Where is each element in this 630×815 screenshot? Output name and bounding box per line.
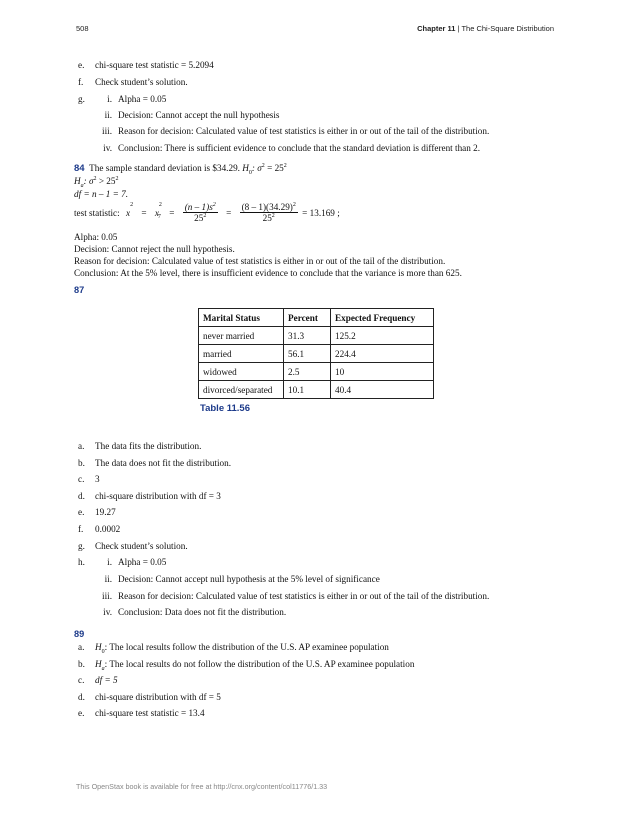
list-text: chi-square test statistic = 5.2094: [95, 60, 214, 70]
equals: =: [226, 207, 232, 218]
list-item: [78, 60, 214, 70]
list-item: [78, 441, 201, 451]
list-label: b.: [78, 458, 85, 468]
sub-label: i.: [107, 94, 112, 104]
list-text: The data fits the distribution.: [95, 441, 202, 451]
table-cell: 10.1: [284, 381, 331, 399]
sub-label: iv.: [103, 607, 112, 617]
sub-item: [94, 574, 380, 584]
decision-line: Decision: Cannot reject the null hypothesis.: [74, 244, 235, 254]
frac2-den-text: 25: [262, 213, 272, 224]
result: = 13.169 ;: [302, 207, 340, 218]
list-label: g.: [78, 94, 85, 104]
test-statistic-line: [74, 202, 340, 228]
list-label: c.: [78, 675, 85, 685]
list-label: d.: [78, 692, 85, 702]
alpha-line: Alpha: 0.05: [74, 232, 118, 242]
chi7-symbol: x: [154, 207, 159, 218]
frac1-num-text: (n – 1)s: [184, 202, 213, 213]
sub-label: iii.: [102, 591, 112, 601]
table-row: [199, 381, 434, 399]
conclusion-line: Conclusion: At the 5% level, there is insufficient evidence to conclude that the variance is more than 625.: [74, 268, 462, 278]
sup: 2: [261, 163, 265, 169]
column-header: Percent: [284, 309, 331, 327]
list-item: [78, 474, 100, 484]
equals: =: [141, 207, 147, 218]
ha-subscript: a: [80, 182, 84, 189]
q84-text: The sample standard deviation is $34.29.: [89, 163, 240, 174]
list-label: b.: [78, 659, 85, 669]
list-item: [78, 507, 116, 517]
list-label: a.: [78, 642, 85, 652]
list-label: f.: [78, 524, 84, 534]
h0-symbol: H: [242, 163, 249, 174]
sup: 2: [283, 163, 287, 169]
sup: 2: [93, 176, 97, 182]
table-cell: married: [199, 345, 284, 363]
sub-item: [94, 557, 166, 567]
chapter-number: Chapter 11: [417, 24, 456, 33]
list-text: : The local results follow the distribution of the U.S. AP examinee population: [104, 642, 389, 652]
frac2-den: [240, 213, 298, 223]
list-text: chi-square distribution with df = 3: [95, 491, 221, 501]
table-cell: 56.1: [284, 345, 331, 363]
table-cell: never married: [199, 327, 284, 345]
ts-label: test statistic:: [74, 207, 120, 218]
sub-item: [94, 607, 286, 617]
list-item: [78, 524, 120, 534]
question-number: 84: [74, 163, 85, 175]
sup: 2: [130, 202, 134, 208]
frac2-num-text: (8 – 1)(34.29): [241, 202, 293, 213]
ha-symbol: H: [74, 176, 81, 187]
sub-label: ii.: [104, 574, 112, 584]
list-text: The data does not fit the distribution.: [95, 458, 232, 468]
h-subscript: a: [101, 665, 105, 672]
marital-status-table: [198, 308, 434, 399]
table-cell: 224.4: [331, 345, 434, 363]
list-label: f.: [78, 77, 84, 87]
list-label: e.: [78, 708, 85, 718]
h-symbol: H: [95, 642, 102, 652]
frac2-num: [240, 202, 298, 213]
sub-label: i.: [107, 557, 112, 567]
list-text: Check student’s solution.: [95, 77, 188, 87]
q84-line1: [74, 163, 287, 176]
list-item: [78, 458, 231, 468]
h-subscript: 0: [101, 648, 105, 655]
reason-line: Reason for decision: Calculated value of test statistics is either in or out of the tail of the distribution.: [74, 256, 446, 266]
h-symbol: H: [95, 659, 102, 669]
table-cell: divorced/separated: [199, 381, 284, 399]
chi7-subscript: 7: [157, 213, 161, 220]
sub-item: [94, 143, 480, 153]
sup: 2: [158, 202, 162, 208]
table-cell: 2.5: [284, 363, 331, 381]
list-label: c.: [78, 474, 85, 484]
sub-item: [94, 94, 166, 104]
table-header-row: [199, 309, 434, 327]
list-item: [78, 642, 389, 655]
table-row: [199, 327, 434, 345]
list-item: [78, 675, 118, 685]
column-header: Expected Frequency: [331, 309, 434, 327]
frac1-num: [183, 202, 218, 213]
table-row: [199, 345, 434, 363]
chi-symbol: x: [125, 207, 131, 218]
fraction-1: [183, 202, 218, 223]
list-item: [78, 94, 95, 104]
frac1-den-text: 25: [194, 213, 204, 224]
list-item: [78, 491, 221, 501]
sup: 2: [115, 176, 119, 182]
sup: 2: [271, 213, 275, 220]
sub-text: Alpha = 0.05: [118, 557, 167, 567]
page-number: 508: [76, 24, 89, 33]
sub-text: Conclusion: There is sufficient evidence to conclude that the standard deviation is different than 2.: [118, 143, 481, 153]
sub-text: Conclusion: Data does not fit the distribution.: [118, 607, 287, 617]
sub-text: Reason for decision: Calculated value of test statistics is either in or out of the tail of the distribution.: [118, 126, 490, 136]
list-text: 3: [95, 474, 100, 484]
sup: 2: [203, 213, 207, 220]
fraction-2: [240, 202, 298, 223]
ha-line: [74, 176, 119, 189]
h0-subscript: 0: [248, 169, 252, 176]
df-line: df = n – 1 = 7.: [74, 189, 128, 199]
list-label: h.: [78, 557, 85, 567]
list-text: chi-square test statistic = 13.4: [95, 708, 205, 718]
list-item: [78, 557, 95, 567]
table-cell: 125.2: [331, 327, 434, 345]
frac1-den: [183, 213, 218, 223]
sub-item: [94, 126, 489, 136]
h0-expr: : σ: [251, 163, 262, 174]
list-item: [78, 541, 188, 551]
header-separator: |: [455, 24, 462, 33]
ha-expr: : σ: [83, 176, 94, 187]
table-row: [199, 363, 434, 381]
table-cell: 40.4: [331, 381, 434, 399]
list-label: e.: [78, 60, 85, 70]
chapter-header: [417, 24, 554, 33]
sub-text: Decision: Cannot accept the null hypothesis: [118, 110, 280, 120]
list-text: Check student’s solution.: [95, 541, 188, 551]
chapter-title: The Chi-Square Distribution: [461, 24, 554, 33]
list-item: [78, 708, 205, 718]
sup: 2: [292, 202, 296, 209]
ha-rhs: > 25: [96, 176, 116, 187]
sub-item: [94, 591, 489, 601]
sub-label: iv.: [103, 143, 112, 153]
table-cell: widowed: [199, 363, 284, 381]
list-text: df = 5: [95, 675, 118, 685]
table-caption: Table 11.56: [200, 403, 250, 414]
list-item: [78, 77, 188, 87]
sub-text: Reason for decision: Calculated value of test statistics is either in or out of the tail of the distribution.: [118, 591, 490, 601]
list-label: e.: [78, 507, 85, 517]
list-text: 19.27: [95, 507, 116, 517]
sub-text: Alpha = 0.05: [118, 94, 167, 104]
list-label: d.: [78, 491, 85, 501]
column-header: Marital Status: [199, 309, 284, 327]
list-text: : The local results do not follow the distribution of the U.S. AP examinee population: [104, 659, 415, 669]
question-number: 89: [74, 629, 85, 639]
list-text: 0.0002: [95, 524, 121, 534]
list-label: a.: [78, 441, 85, 451]
page-footer: This OpenStax book is available for free at http://cnx.org/content/col11776/1.33: [76, 782, 328, 791]
list-item: [78, 692, 221, 702]
sup: 2: [212, 202, 216, 209]
question-number: 87: [74, 285, 85, 295]
list-item: [78, 659, 414, 672]
sub-text: Decision: Cannot accept null hypothesis at the 5% level of significance: [118, 574, 380, 584]
list-text: chi-square distribution with df = 5: [95, 692, 221, 702]
sub-item: [94, 110, 280, 120]
table-cell: 10: [331, 363, 434, 381]
equals: =: [169, 207, 175, 218]
list-label: g.: [78, 541, 85, 551]
h0-rhs: = 25: [264, 163, 284, 174]
table-cell: 31.3: [284, 327, 331, 345]
sub-label: iii.: [102, 126, 112, 136]
sub-label: ii.: [104, 110, 112, 120]
